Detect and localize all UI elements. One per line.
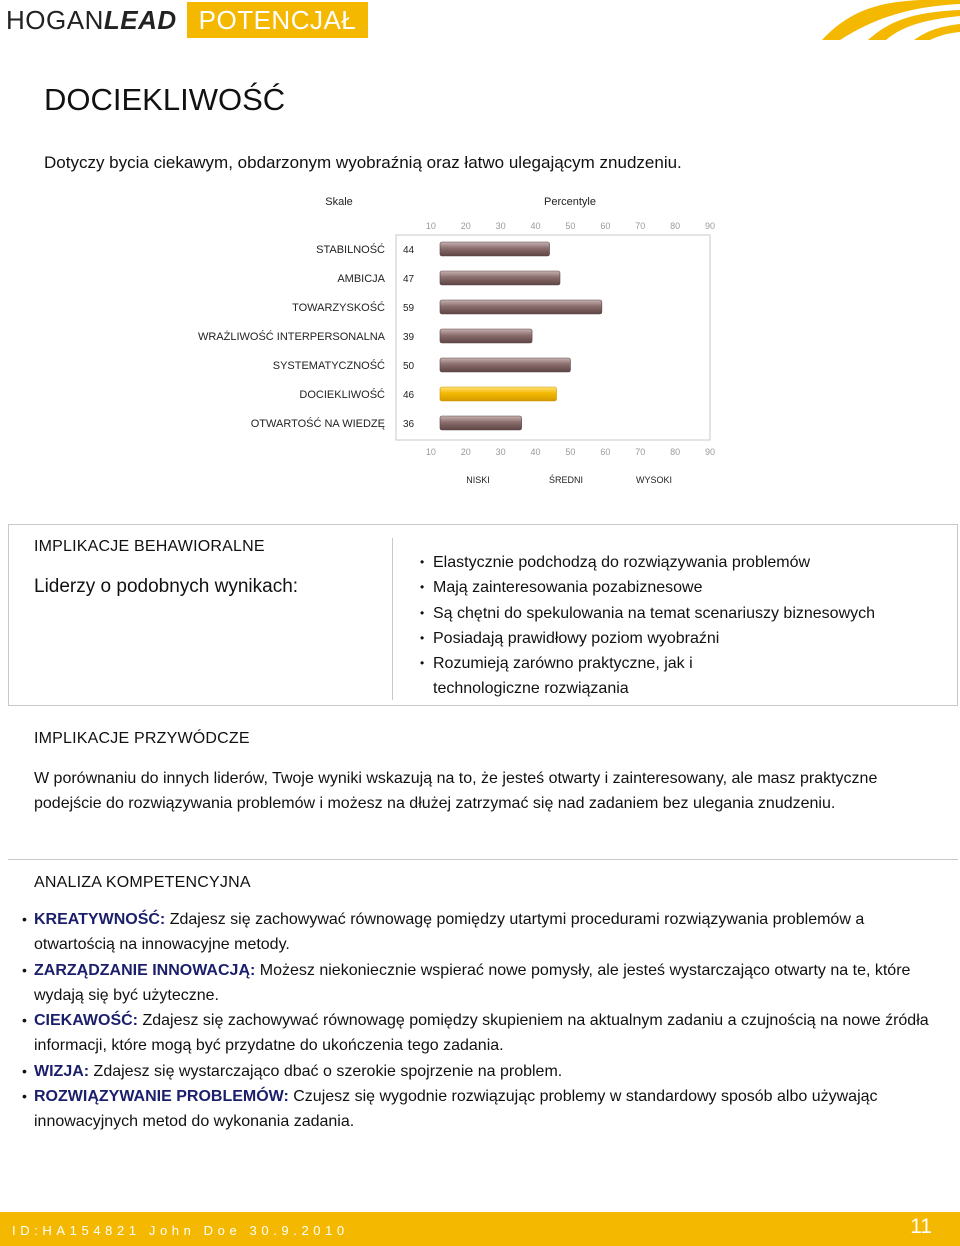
behavioral-bullet: • Mają zainteresowania pozabiznesowe xyxy=(420,575,875,600)
brand-hogan: HOGAN xyxy=(6,4,104,35)
scales-header: Skale xyxy=(325,196,353,208)
competency-item xyxy=(22,1084,942,1135)
competency-text: Zdajesz się zachowywać równowagę pomiędzy skupieniem na aktualnym zadaniu a czujnością na nowe źródła informacji, które mogą być przydatne do ukończenia tego zadania. xyxy=(34,1012,929,1055)
competency-item xyxy=(22,958,942,1009)
footer-id: ID:HA154821 John Doe 30.9.2010 xyxy=(12,1223,349,1238)
tick-label-bottom: 20 xyxy=(460,447,471,457)
bar xyxy=(440,242,550,256)
bar xyxy=(440,387,556,401)
tick-label-bottom: 50 xyxy=(565,447,576,457)
bar xyxy=(440,416,522,430)
competency-heading: ANALIZA KOMPETENCYJNA xyxy=(34,874,251,891)
scale-label: SYSTEMATYCZNOŚĆ xyxy=(272,360,385,372)
score-value: 39 xyxy=(403,332,415,343)
page-title: DOCIEKLIWOŚĆ xyxy=(44,82,286,117)
competency-label: WIZJA: xyxy=(34,1062,90,1080)
behavioral-heading: IMPLIKACJE BEHAWIORALNE xyxy=(34,538,265,555)
zone-label: ŚREDNI xyxy=(548,475,584,485)
tick-label-bottom: 60 xyxy=(600,447,611,457)
competency-text: Zdajesz się zachowywać równowagę pomiędzy utartymi procedurami rozwiązywania problemów a otwartością na innowacyjne metody. xyxy=(34,911,865,954)
competency-label: KREATYWNOŚĆ: xyxy=(34,911,166,928)
percentile-chart xyxy=(0,185,960,490)
behavioral-bullet: • Elastycznie podchodzą do rozwiązywania problemów xyxy=(420,550,875,575)
percentiles-header: Percentyle xyxy=(544,196,596,208)
tick-label-top: 40 xyxy=(530,221,541,231)
competency-item xyxy=(22,1008,942,1059)
behavioral-bullet: • Rozumieją zarówno praktyczne, jak i technologiczne rozwiązania xyxy=(420,651,793,702)
score-value: 36 xyxy=(403,419,415,430)
brand-logo xyxy=(6,2,368,38)
score-value: 46 xyxy=(403,390,415,401)
scale-label: OTWARTOŚĆ NA WIEDZĘ xyxy=(250,418,385,430)
score-value: 47 xyxy=(403,274,415,285)
competency-item xyxy=(22,907,942,958)
score-value: 44 xyxy=(403,245,415,256)
tick-label-bottom: 40 xyxy=(530,447,541,457)
tick-label-bottom: 70 xyxy=(635,447,646,457)
behavioral-lead: Liderzy o podobnych wynikach: xyxy=(34,576,299,597)
scale-label: AMBICJA xyxy=(337,273,385,285)
tick-label-top: 60 xyxy=(600,221,611,231)
tick-label-bottom: 80 xyxy=(670,447,681,457)
bar xyxy=(440,358,570,372)
score-value: 50 xyxy=(403,361,415,372)
leadership-text: W porównaniu do innych liderów, Twoje wyniki wskazują na to, że jesteś otwarty i zainteresowany, ale masz praktyczne podejście do rozwiązywania problemów i możesz na dłużej zatrzymać się nad zadaniem bez ulegania znudzeniu. xyxy=(34,770,878,813)
page-subtitle: Dotyczy bycia ciekawym, obdarzonym wyobraźnią oraz łatwo ulegającym znudzeniu. xyxy=(44,153,682,172)
bar xyxy=(440,329,532,343)
competency-label: ROZWIĄZYWANIE PROBLEMÓW: xyxy=(34,1088,289,1106)
competency-list xyxy=(22,907,942,1135)
scale-label: DOCIEKLIWOŚĆ xyxy=(299,389,385,401)
section-divider xyxy=(392,538,393,700)
behavioral-bullet: • Posiadają prawidłowy poziom wyobraźni xyxy=(420,626,875,651)
tick-label-top: 80 xyxy=(670,221,681,231)
tick-label-top: 10 xyxy=(425,221,436,231)
bar xyxy=(440,271,560,285)
competency-label: ZARZĄDZANIE INNOWACJĄ: xyxy=(34,961,256,979)
competency-item xyxy=(22,1059,942,1084)
divider-line xyxy=(8,859,958,860)
tick-label-bottom: 10 xyxy=(425,447,436,457)
competency-text: Możesz niekoniecznie wspierać nowe pomysły, ale jesteś wystarczająco otwarty na te, które wydają się być użyteczne. xyxy=(34,961,911,1004)
leadership-heading: IMPLIKACJE PRZYWÓDCZE xyxy=(34,730,250,747)
competency-text: Zdajesz się wystarczająco dbać o szerokie spojrzenie na problem. xyxy=(89,1062,563,1080)
scale-label: STABILNOŚĆ xyxy=(316,244,385,256)
tick-label-bottom: 30 xyxy=(495,447,506,457)
bar xyxy=(440,300,602,314)
tick-label-bottom: 90 xyxy=(704,447,716,457)
tick-label-top: 30 xyxy=(495,221,506,231)
scale-label: TOWARZYSKOŚĆ xyxy=(292,302,385,314)
zone-label: NISKI xyxy=(466,475,490,485)
competency-label: CIEKAWOŚĆ: xyxy=(34,1012,138,1030)
tick-label-top: 70 xyxy=(635,221,646,231)
behavioral-bullet-list xyxy=(420,550,875,702)
tick-label-top: 20 xyxy=(460,221,471,231)
brand-lead: LEAD xyxy=(103,4,177,35)
competency-text: Czujesz się wygodnie rozwiązując problemy w standardowy sposób albo używając innowacyjnych metod do wykonania zadania. xyxy=(34,1088,878,1131)
score-value: 59 xyxy=(403,303,415,314)
hogan-swoosh-logo xyxy=(810,0,960,40)
tick-label-top: 90 xyxy=(704,221,716,231)
zone-label: WYSOKI xyxy=(635,475,673,485)
tick-label-top: 50 xyxy=(565,221,576,231)
scale-label: WRAŻLIWOŚĆ INTERPERSONALNA xyxy=(197,331,385,343)
behavioral-bullet: • Są chętni do spekulowania na temat scenariuszy biznesowych xyxy=(420,601,875,626)
page-number: 11 xyxy=(910,1215,932,1238)
brand-potencjal: POTENCJAŁ xyxy=(187,2,369,38)
